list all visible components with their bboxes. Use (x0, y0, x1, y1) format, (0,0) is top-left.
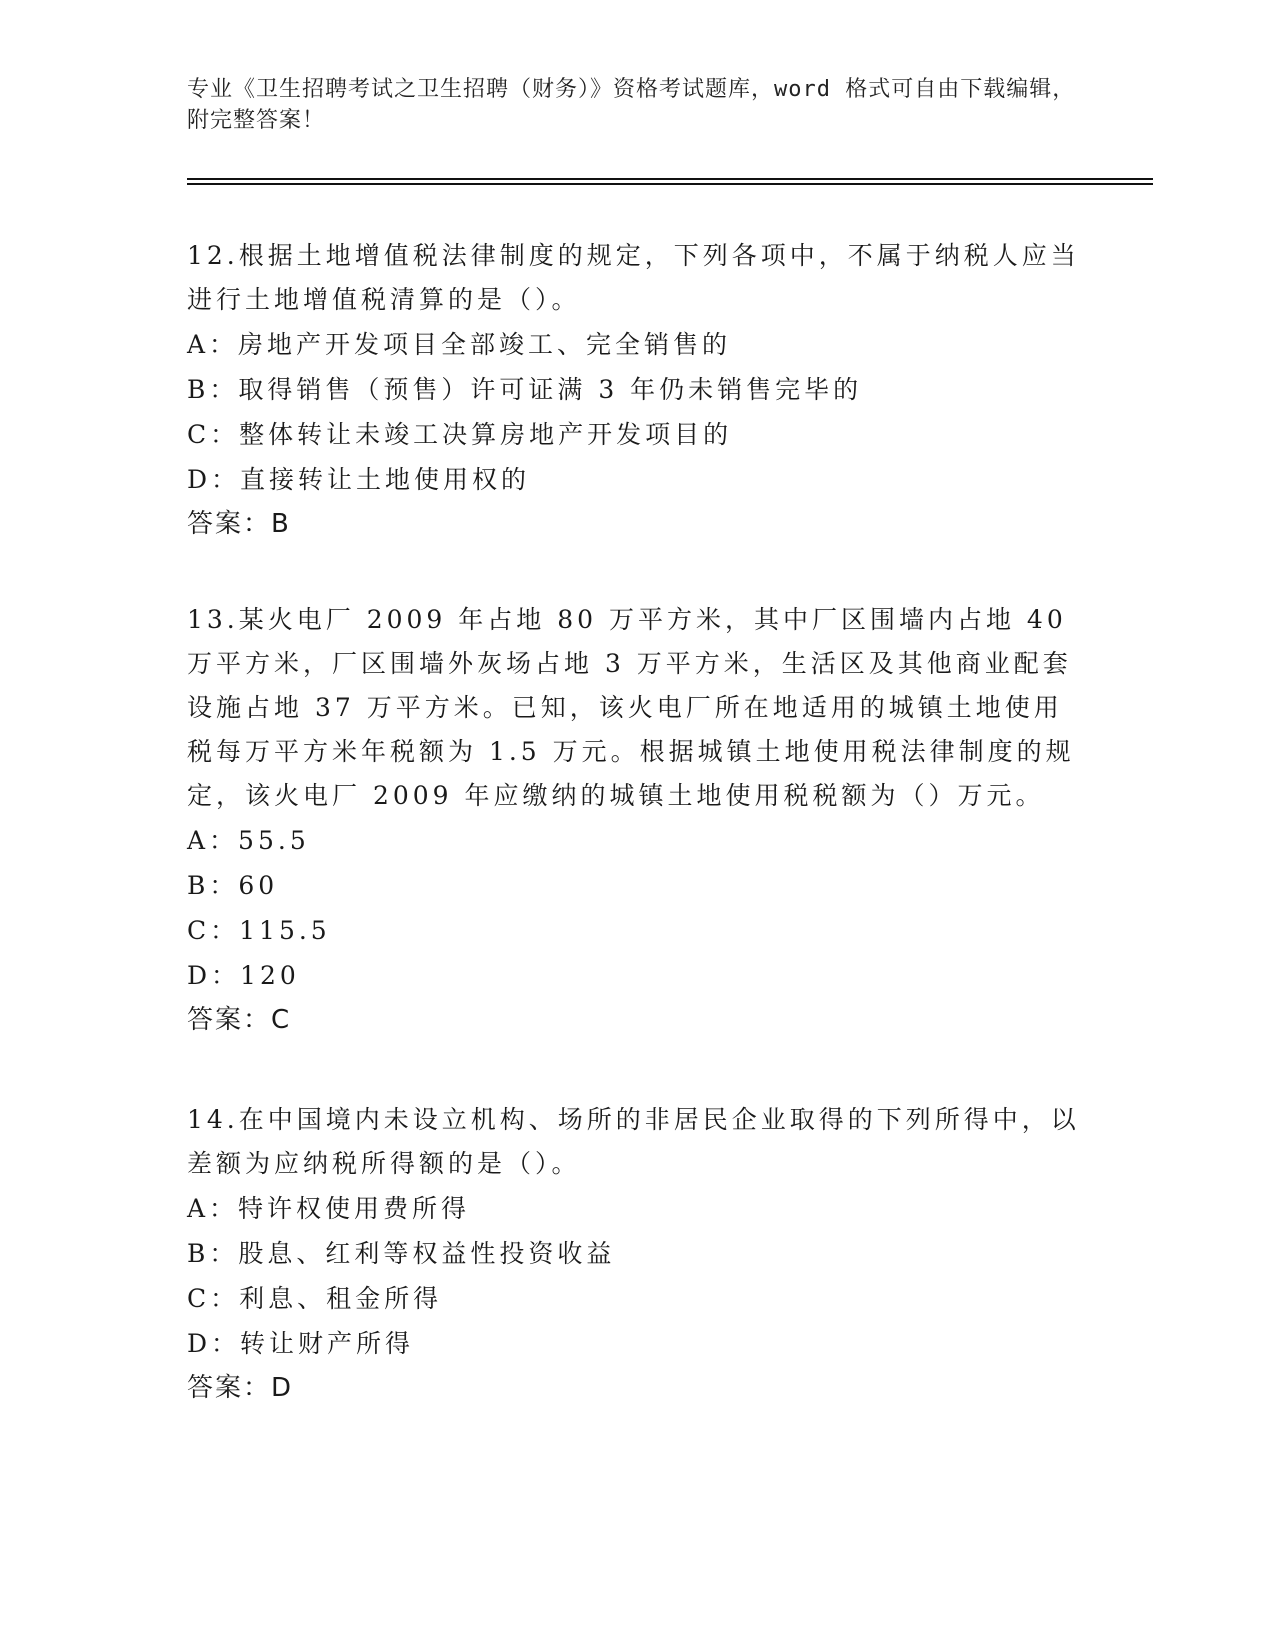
option-c: C：115.5 (187, 916, 331, 945)
answer-line: 答案：D (187, 1373, 294, 1403)
question-12 (187, 234, 1087, 547)
question-stem: 13.某火电厂 2009 年占地 80 万平方米，其中厂区围墙内占地 40 万平方米，厂区围墙外灰场占地 3 万平方米，生活区及其他商业配套设施占地 37 万平方米。已知，该火电厂所在地适用的城镇土地使用税每万平方米年税额为 1.5 万元。根据城镇土地使用税法律制度的规定，该火电厂 2009 年应缴纳的城镇土地使用税税额为（）万元。 (187, 605, 1075, 810)
header-divider-bottom (187, 183, 1153, 185)
option-d: D：120 (187, 961, 300, 990)
option-b: B：取得销售（预售）许可证满 3 年仍未销售完毕的 (187, 375, 863, 404)
option-d: D：直接转让土地使用权的 (187, 465, 531, 494)
document-header: 专业《卫生招聘考试之卫生招聘（财务）》资格考试题库，word 格式可自由下载编辑，附完整答案！ (187, 77, 1076, 133)
question-13 (187, 598, 1087, 1043)
question-stem: 14.在中国境内未设立机构、场所的非居民企业取得的下列所得中，以差额为应纳税所得额的是（）。 (187, 1105, 1080, 1178)
option-c: C：整体转让未竣工决算房地产开发项目的 (187, 420, 733, 449)
answer-line: 答案：C (187, 1005, 292, 1035)
option-a: A：特许权使用费所得 (187, 1194, 471, 1223)
header-divider-top (187, 178, 1153, 180)
option-b: B：股息、红利等权益性投资收益 (187, 1239, 616, 1268)
option-a: A：55.5 (187, 826, 310, 855)
option-b: B：60 (187, 871, 279, 900)
question-14 (187, 1098, 1087, 1411)
option-c: C：利息、租金所得 (187, 1284, 443, 1313)
question-stem: 12.根据土地增值税法律制度的规定，下列各项中，不属于纳税人应当进行土地增值税清算的是（）。 (187, 241, 1080, 314)
option-a: A：房地产开发项目全部竣工、完全销售的 (187, 330, 732, 359)
option-d: D：转让财产所得 (187, 1329, 415, 1358)
answer-line: 答案：B (187, 509, 291, 539)
